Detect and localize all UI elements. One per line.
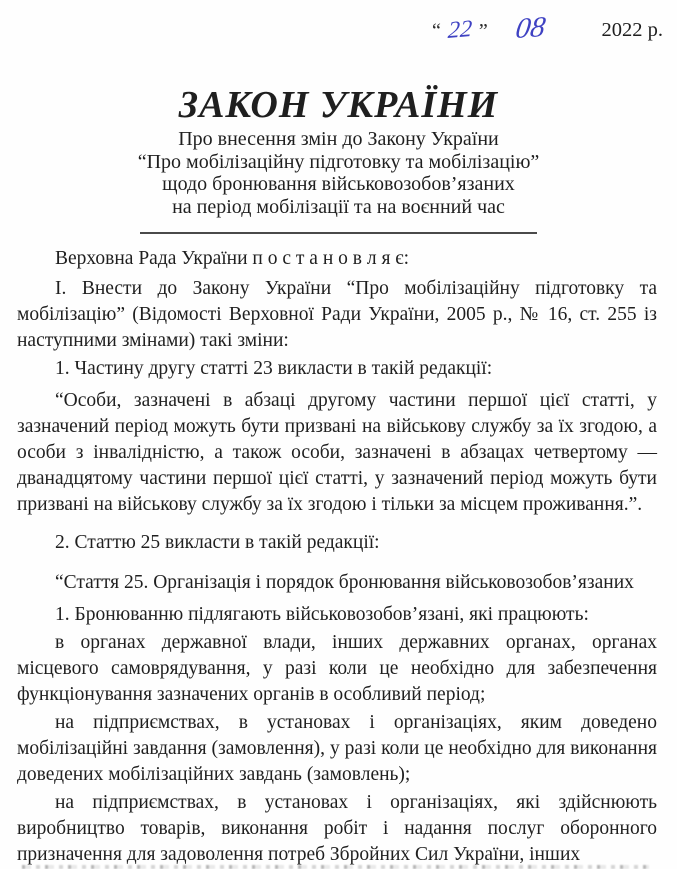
paragraph-bullet-mobilization-tasks: на підприємствах, в установах і організаціях, яким доведено мобілізаційні завдання (замовлення), у разі коли це необхідно для виконання доведених мобілізаційних завдань (замовлень);: [17, 712, 657, 785]
date-day-group: [432, 18, 488, 43]
paragraph-amendment-intro: І. Внести до Закону України “Про мобілізаційну підготовку та мобілізацію” (Відомості Верховної Ради України, 2005 р., № 16, ст. 255 із наступними змінами) такі зміни:: [17, 278, 657, 351]
paragraph-item-2-heading: 2. Статтю 25 викласти в такій редакції:: [55, 532, 380, 553]
subtitle-line-4: на період мобілізації та на воєнний час: [172, 195, 505, 218]
close-quote: ”: [478, 20, 488, 42]
paragraph-item-1-heading: 1. Частину другу статті 23 викласти в такій редакції:: [55, 358, 493, 379]
cut-off-next-line-remnant: [22, 865, 649, 869]
year-label: 2022 р.: [601, 19, 663, 41]
handwritten-month: 08: [513, 11, 548, 45]
law-subtitle: [0, 128, 677, 218]
law-body: [17, 246, 657, 868]
subtitle-line-2: “Про мобілізаційну підготовку та мобілізацію”: [137, 150, 540, 173]
paragraph-bullet-defense-production: на підприємствах, в установах і організаціях, які здійснюють виробництво товарів, виконання робіт і надання послуг оборонного призначення для задоволення потреб Збройних Сил України, інших: [17, 792, 657, 865]
divider-line: [140, 232, 537, 234]
paragraph-article-23-new-text: “Особи, зазначені в абзаці другому частини першої цієї статті, у зазначений період можуть бути призвані на військову службу за їх згодою, а особи з інвалідністю, а також особи, зазначені в абзацах четвертому — дванадцятому частини першої цієї статті, у зазначений період можуть бути призвані на військову службу за їх згодою і тільки за місцем проживання.”.: [17, 390, 657, 515]
paragraph-clause-1: 1. Бронюванню підлягають військовозобов’язані, які працюють:: [55, 604, 589, 625]
subtitle-line-3: щодо бронювання військовозобов’язаних: [162, 173, 515, 195]
subtitle-line-1: Про внесення змін до Закону України: [178, 128, 499, 150]
paragraph-enacting-clause: Верховна Рада України п о с т а н о в л я є:: [55, 248, 410, 269]
open-quote: “: [432, 20, 441, 42]
handwritten-day: 22: [447, 16, 473, 44]
heading-article-25: “Стаття 25. Організація і порядок бронювання військовозобов’язаних: [55, 572, 634, 593]
paragraph-bullet-state-bodies: в органах державної влади, інших державних органах, органах місцевого самоврядування, у разі коли це необхідно для забезпечення функціонування зазначених органів в особливий період;: [17, 632, 657, 705]
dateline: [0, 10, 663, 52]
law-title: ЗАКОН УКРАЇНИ: [178, 84, 499, 126]
